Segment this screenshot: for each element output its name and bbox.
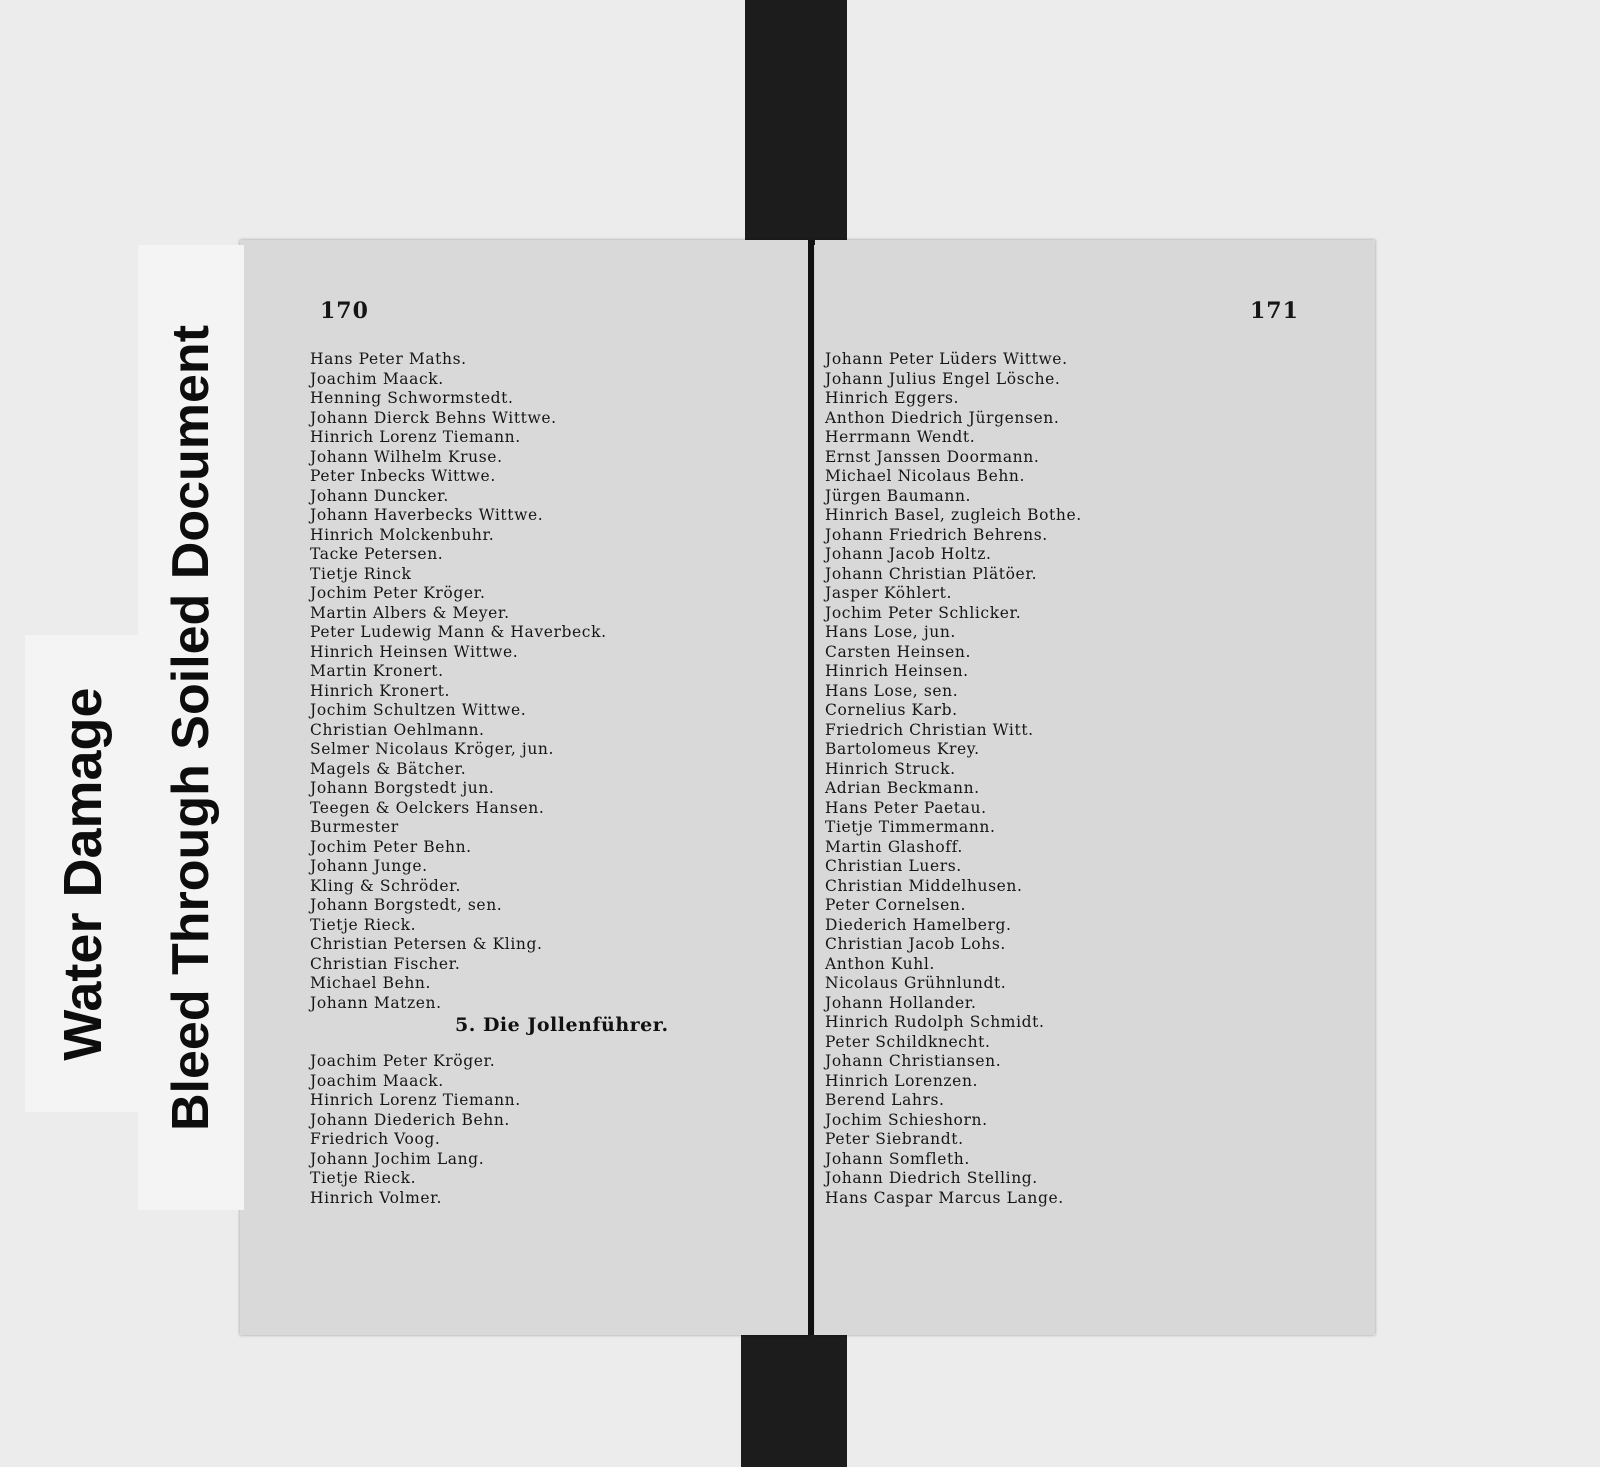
list-item: Hinrich Heinsen. [825, 662, 969, 680]
list-item: Hans Peter Maths. [310, 350, 467, 368]
list-item: Hinrich Molckenbuhr. [310, 525, 495, 544]
list-item: Johann Borgstedt jun. [310, 779, 495, 797]
bleed-through-label-text: Bleed Through Soiled Document [162, 324, 220, 1131]
list-item: Martin Kronert. [310, 662, 444, 680]
list-item: Anthon Kuhl. [825, 954, 935, 973]
list-item: Johann Christiansen. [825, 1052, 1002, 1070]
list-item: Joachim Maack. [310, 1071, 444, 1090]
list-item: Joachim Peter Kröger. [310, 1052, 496, 1070]
list-item: Bartolomeus Krey. [825, 740, 980, 758]
list-item: Nicolaus Grühnlundt. [825, 974, 1007, 992]
page-number-left: 170 [320, 298, 369, 324]
list-item: Hinrich Heinsen Wittwe. [310, 642, 519, 661]
list-item: Johann Haverbecks Wittwe. [310, 506, 544, 524]
list-item: Christian Jacob Lohs. [825, 935, 1006, 953]
list-item: Tietje Rieck. [310, 915, 417, 934]
list-item: Diederich Hamelberg. [825, 915, 1012, 934]
binding-strap-top [745, 0, 847, 245]
list-item: Johann Wilhelm Kruse. [310, 447, 503, 466]
right-page [815, 240, 1375, 1335]
list-item: Johann Junge. [310, 857, 428, 875]
binding-strap-bottom [741, 1335, 847, 1467]
list-item: Hinrich Struck. [825, 759, 956, 778]
list-item: Peter Schildknecht. [825, 1032, 991, 1051]
list-item: Johann Duncker. [310, 486, 449, 505]
list-item: Hans Lose, jun. [825, 623, 956, 641]
list-item: Jürgen Baumann. [825, 486, 972, 505]
list-item: Johann Hollander. [825, 993, 977, 1012]
list-item: Berend Lahrs. [825, 1091, 945, 1109]
list-item: Joachim Maack. [310, 369, 444, 388]
list-item: Peter Ludewig Mann & Haverbeck. [310, 623, 607, 641]
page-number-right: 171 [1250, 298, 1299, 324]
list-item: Carsten Heinsen. [825, 642, 972, 661]
list-item: Tietje Rieck. [310, 1169, 417, 1187]
list-item: Hans Lose, sen. [825, 681, 959, 700]
list-item: Hinrich Volmer. [310, 1188, 442, 1207]
list-item: Johann Julius Engel Lösche. [825, 369, 1061, 388]
list-item: Burmester [310, 818, 399, 836]
list-item: Tacke Petersen. [310, 545, 444, 563]
list-item: Magels & Bätcher. [310, 759, 467, 778]
list-item: Jochim Peter Schlicker. [825, 603, 1022, 622]
list-item: Hans Peter Paetau. [825, 798, 987, 817]
list-item: Kling & Schröder. [310, 876, 462, 895]
list-item: Hinrich Eggers. [825, 389, 960, 407]
water-damage-label [25, 635, 141, 1112]
list-item: Johann Peter Lüders Wittwe. [825, 350, 1068, 368]
list-item: Tietje Rinck [310, 564, 412, 583]
list-item: Martin Albers & Meyer. [310, 603, 510, 622]
list-item: Johann Diederich Behn. [310, 1110, 510, 1129]
list-item: Jasper Köhlert. [825, 584, 953, 602]
left-name-list [310, 350, 607, 1013]
list-item: Jochim Peter Behn. [310, 837, 472, 856]
list-item: Christian Petersen & Kling. [310, 935, 543, 953]
bleed-through-label [138, 245, 244, 1210]
list-item: Friedrich Voog. [310, 1130, 441, 1148]
list-item: Michael Behn. [310, 974, 432, 992]
list-item: Jochim Schultzen Wittwe. [310, 701, 527, 719]
list-item: Hinrich Lorenz Tiemann. [310, 1091, 521, 1109]
list-item: Hinrich Kronert. [310, 681, 451, 700]
right-name-list [825, 350, 1082, 1208]
list-item: Hinrich Lorenz Tiemann. [310, 428, 521, 446]
list-item: Johann Friedrich Behrens. [825, 525, 1048, 544]
list-item: Henning Schwormstedt. [310, 389, 514, 407]
list-item: Johann Somfleth. [825, 1149, 970, 1168]
list-item: Tietje Timmermann. [825, 818, 996, 836]
list-item: Jochim Schieshorn. [825, 1110, 988, 1129]
list-item: Hinrich Lorenzen. [825, 1071, 979, 1090]
list-item: Hinrich Basel, zugleich Bothe. [825, 506, 1082, 524]
list-item: Christian Fischer. [310, 954, 461, 973]
list-item: Herrmann Wendt. [825, 428, 976, 446]
list-item: Johann Jochim Lang. [310, 1149, 485, 1168]
list-item: Jochim Peter Kröger. [310, 584, 486, 602]
list-item: Peter Inbecks Wittwe. [310, 467, 496, 485]
book-spread [240, 240, 1375, 1335]
list-item: Peter Siebrandt. [825, 1130, 964, 1148]
list-item: Christian Middelhusen. [825, 876, 1023, 895]
list-item: Cornelius Karb. [825, 701, 958, 719]
list-item: Hinrich Rudolph Schmidt. [825, 1013, 1045, 1031]
list-item: Johann Dierck Behns Wittwe. [310, 408, 557, 427]
book-gutter [808, 240, 814, 1335]
section-name-list [310, 1052, 521, 1208]
list-item: Selmer Nicolaus Kröger, jun. [310, 740, 555, 758]
list-item: Adrian Beckmann. [825, 779, 980, 797]
list-item: Martin Glashoff. [825, 837, 963, 856]
list-item: Christian Oehlmann. [310, 720, 485, 739]
left-page [240, 240, 810, 1335]
list-item: Teegen & Oelckers Hansen. [310, 798, 545, 817]
list-item: Ernst Janssen Doormann. [825, 447, 1040, 466]
list-item: Anthon Diedrich Jürgensen. [825, 408, 1060, 427]
list-item: Michael Nicolaus Behn. [825, 467, 1026, 485]
water-damage-label-text: Water Damage [53, 686, 113, 1061]
section-heading: 5. Die Jollenführer. [455, 1014, 669, 1036]
list-item: Christian Luers. [825, 857, 962, 875]
list-item: Peter Cornelsen. [825, 896, 966, 914]
list-item: Johann Matzen. [310, 993, 442, 1012]
list-item: Johann Jacob Holtz. [825, 545, 992, 563]
list-item: Johann Borgstedt, sen. [310, 896, 503, 914]
list-item: Johann Diedrich Stelling. [825, 1169, 1038, 1187]
list-item: Hans Caspar Marcus Lange. [825, 1188, 1064, 1207]
list-item: Friedrich Christian Witt. [825, 720, 1034, 739]
list-item: Johann Christian Plätöer. [825, 564, 1038, 583]
